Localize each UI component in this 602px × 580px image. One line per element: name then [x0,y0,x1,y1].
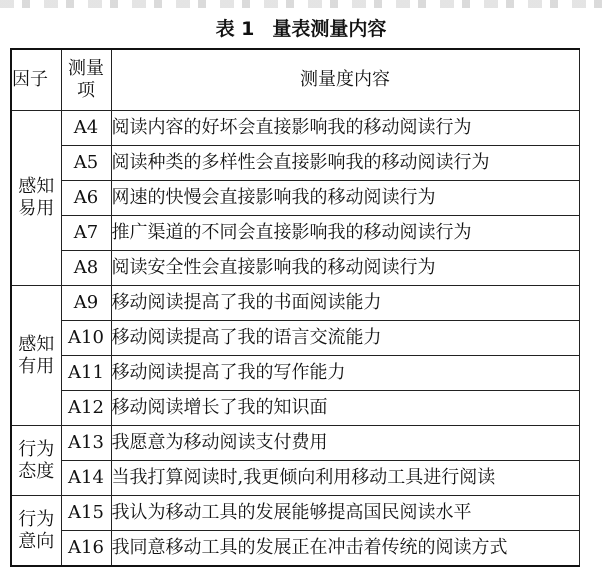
item-code: A11 [61,356,111,391]
header-content: 测量度内容 [111,49,579,111]
item-content: 当我打算阅读时,我更倾向利用移动工具进行阅读 [111,461,579,496]
table-row [11,531,579,567]
item-content: 移动阅读增长了我的知识面 [111,391,579,426]
factor-label-line1: 感知 [18,333,55,355]
scan-top-strip [0,0,602,8]
factor-cell [11,111,61,286]
header-item-line1: 测量 [68,58,104,79]
factor-label-line2: 有用 [18,355,55,377]
item-content: 移动阅读提高了我的书面阅读能力 [111,286,579,321]
table-row [11,461,579,496]
item-content: 我认为移动工具的发展能够提高国民阅读水平 [111,496,579,531]
factor-label-line1: 行为 [18,438,55,460]
factor-cell [11,496,61,567]
factor-cell [11,286,61,426]
table-row [11,216,579,251]
table-number: 表 1 [215,18,255,40]
item-code: A8 [61,251,111,286]
item-content: 移动阅读提高了我的写作能力 [111,356,579,391]
table-row [11,426,579,461]
table-row [11,356,579,391]
item-content: 我同意移动工具的发展正在冲击着传统的阅读方式 [111,531,579,567]
factor-label-line2: 态度 [18,460,55,482]
item-code: A14 [61,461,111,496]
item-code: A7 [61,216,111,251]
table-row [11,496,579,531]
item-content: 移动阅读提高了我的语言交流能力 [111,321,579,356]
table-caption [0,14,602,44]
table-row [11,391,579,426]
table-row [11,251,579,286]
item-code: A5 [61,146,111,181]
table-title: 量表测量内容 [272,18,387,40]
item-code: A16 [61,531,111,567]
item-code: A13 [61,426,111,461]
factor-label-line2: 易用 [18,198,55,219]
item-code: A15 [61,496,111,531]
item-content: 阅读种类的多样性会直接影响我的移动阅读行为 [111,146,579,181]
table-row [11,286,579,321]
item-content: 我愿意为移动阅读支付费用 [111,426,579,461]
item-code: A6 [61,181,111,216]
item-content: 阅读安全性会直接影响我的移动阅读行为 [111,251,579,286]
item-code: A9 [61,286,111,321]
item-content: 推广渠道的不同会直接影响我的移动阅读行为 [111,216,579,251]
factor-cell [11,426,61,496]
table-row [11,321,579,356]
header-factor: 因子 [11,49,61,111]
header-row [11,49,579,111]
table-row [11,111,579,146]
item-code: A12 [61,391,111,426]
item-code: A4 [61,111,111,146]
item-code: A10 [61,321,111,356]
factor-label-line2: 意向 [18,530,55,552]
item-content: 阅读内容的好坏会直接影响我的移动阅读行为 [111,111,579,146]
item-content: 网速的快慢会直接影响我的移动阅读行为 [111,181,579,216]
header-item-line2: 项 [77,80,95,101]
factor-label-line1: 行为 [18,508,55,530]
measurement-table [10,48,580,567]
table-row [11,146,579,181]
table-row [11,181,579,216]
header-item [61,49,111,111]
factor-label-line1: 感知 [18,176,55,197]
